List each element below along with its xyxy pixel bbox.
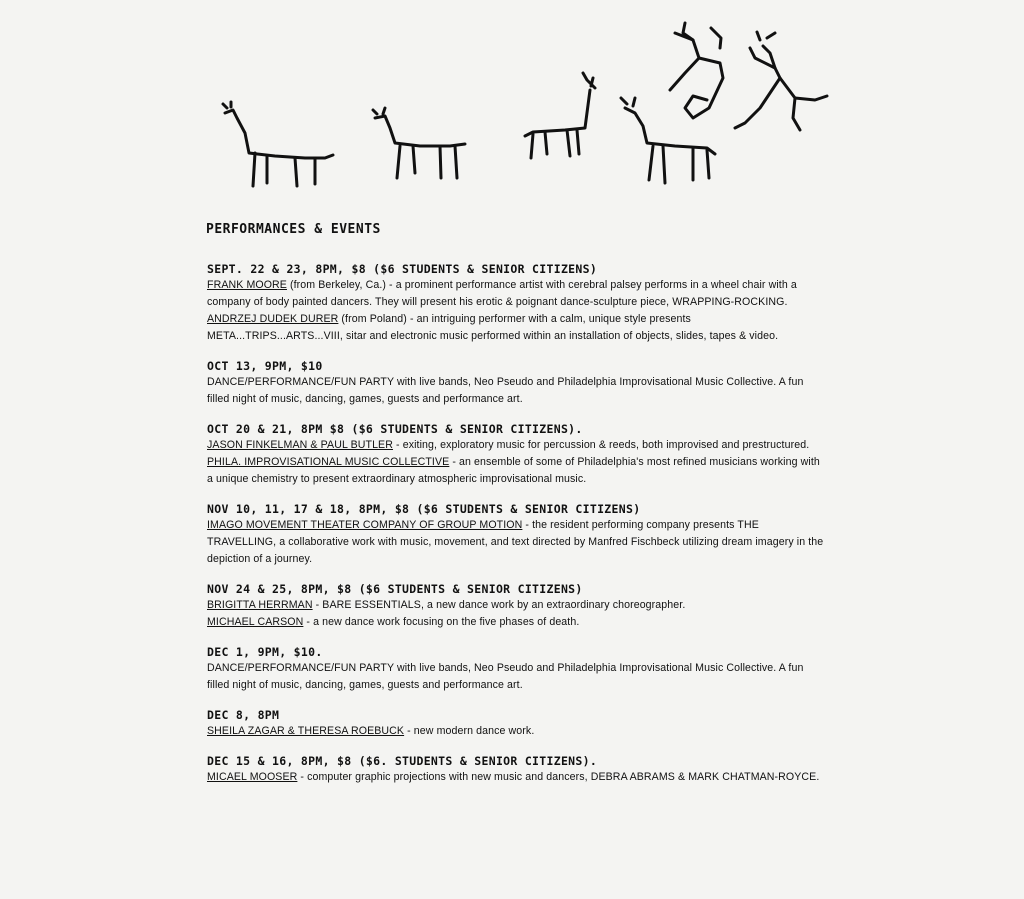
event-description: - new modern dance work. [404, 725, 535, 737]
deer-figure-icon [373, 108, 465, 178]
event-entry [207, 374, 827, 408]
event-description: - computer graphic projections with new music and dancers, DEBRA ABRAMS & MARK CHATMAN-ROYCE. [297, 771, 820, 783]
event-block [207, 422, 827, 488]
performer-name: BRIGITTA HERRMAN [207, 599, 313, 611]
deer-figure-icon [621, 98, 715, 183]
event-entry [207, 517, 827, 568]
event-block [207, 262, 827, 345]
event-date: DEC 1, 9PM, $10. [207, 645, 323, 659]
event-date: NOV 10, 11, 17 & 18, 8PM, $8 ($6 STUDENTS & SENIOR CITIZENS) [207, 502, 641, 516]
event-entry [207, 660, 827, 694]
event-date: OCT 13, 9PM, $10 [207, 359, 323, 373]
performer-name: SHEILA ZAGAR & THERESA ROEBUCK [207, 725, 405, 737]
section-heading: PERFORMANCES & EVENTS [206, 222, 381, 237]
performer-name: MICHAEL CARSON [207, 616, 304, 628]
event-description: - BARE ESSENTIALS, a new dance work by an extraordinary choreographer. [312, 599, 686, 611]
event-description: DANCE/PERFORMANCE/FUN PARTY with live bands, Neo Pseudo and Philadelphia Improvisational Music Collective. A fun filled night of music, dancing, games, guests and performance art. [207, 376, 804, 405]
event-entry [207, 614, 827, 631]
performer-name: PHILA. IMPROVISATIONAL MUSIC COLLECTIVE [207, 456, 450, 468]
petroglyph-animal-figures [215, 18, 835, 198]
performer-name: IMAGO MOVEMENT THEATER COMPANY OF GROUP MOTION [207, 519, 523, 531]
event-description: DANCE/PERFORMANCE/FUN PARTY with live bands, Neo Pseudo and Philadelphia Improvisational Music Collective. A fun filled night of music, dancing, games, guests and performance art. [207, 662, 804, 691]
event-description: - a new dance work focusing on the five phases of death. [303, 616, 580, 628]
event-description: - the resident performing company presents THE TRAVELLING, a collaborative work with music, movement, and text directed by Manfred Fischbeck utilizing dream imagery in the depiction of a journey. [207, 519, 824, 565]
event-entry [207, 437, 827, 454]
performer-name: MICAEL MOOSER [207, 771, 298, 783]
event-entry [207, 597, 827, 614]
event-description: (from Berkeley, Ca.) - a prominent performance artist with cerebral palsey performs in a wheel chair with a company of body painted dancers. They will present his erotic & poignant dance-sculpture piece, WRAPPING-ROCKING. [207, 279, 797, 308]
event-description: - exiting, exploratory music for percussion & reeds, both improvised and prestructured. [392, 439, 810, 451]
performer-name: JASON FINKELMAN & PAUL BUTLER [207, 439, 393, 451]
llama-figure-icon [525, 73, 595, 158]
event-date: NOV 24 & 25, 8PM, $8 ($6 STUDENTS & SENIOR CITIZENS) [207, 582, 583, 596]
event-block [207, 502, 827, 568]
event-block [207, 359, 827, 408]
dancer-figure-icon [735, 32, 827, 130]
performer-name: ANDRZEJ DUDEK DURER [207, 313, 339, 325]
event-description: (from Poland) - an intriguing performer with a calm, unique style presents META...TRIPS...ARTS...VIII, sitar and electronic music performed within an installation of objects, slides, tapes & video. [207, 313, 779, 342]
event-date: OCT 20 & 21, 8PM $8 ($6 STUDENTS & SENIOR CITIZENS). [207, 422, 583, 436]
event-block [207, 708, 827, 740]
event-date: DEC 15 & 16, 8PM, $8 ($6. STUDENTS & SENIOR CITIZENS). [207, 754, 598, 768]
event-entry [207, 769, 827, 786]
event-block [207, 754, 827, 786]
deer-figure-icon [223, 102, 333, 186]
performer-name: FRANK MOORE [207, 279, 287, 291]
event-entry [207, 723, 827, 740]
event-date: SEPT. 22 & 23, 8PM, $8 ($6 STUDENTS & SENIOR CITIZENS) [207, 262, 598, 276]
event-entry [207, 311, 827, 345]
event-block [207, 645, 827, 694]
event-entry [207, 454, 827, 488]
event-entry [207, 277, 827, 311]
event-date: DEC 8, 8PM [207, 708, 280, 722]
lizard-figure-icon [670, 23, 723, 118]
events-list [207, 262, 827, 800]
event-description: - an ensemble of some of Philadelphia's most refined musicians working with a unique chemistry to present extraordinary atmospheric improvisational music. [207, 456, 820, 485]
event-block [207, 582, 827, 631]
